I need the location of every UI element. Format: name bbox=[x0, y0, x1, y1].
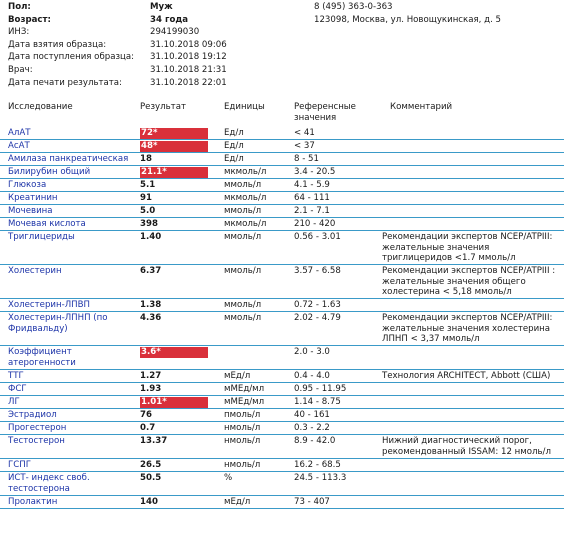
test-name: Прогестерон bbox=[8, 423, 67, 433]
unit-value: ммоль/л bbox=[224, 300, 262, 310]
table-row bbox=[0, 370, 564, 383]
reference-range: 8 - 51 bbox=[294, 154, 319, 164]
col-header-comments: Комментарий bbox=[390, 102, 453, 112]
reference-range: 0.72 - 1.63 bbox=[294, 300, 341, 310]
reference-range: 0.95 - 11.95 bbox=[294, 384, 347, 394]
test-name: Коэффициент атерогенности bbox=[8, 347, 76, 368]
unit-value: Ед/л bbox=[224, 128, 244, 138]
test-name: Билирубин общий bbox=[8, 167, 91, 177]
test-name: Пролактин bbox=[8, 497, 58, 507]
test-name: Креатинин bbox=[8, 193, 58, 203]
test-name: ФСГ bbox=[8, 384, 27, 394]
result-value: 91 bbox=[140, 193, 152, 203]
result-value: 1.40 bbox=[140, 232, 162, 242]
table-row bbox=[0, 346, 564, 370]
reference-range: 73 - 407 bbox=[294, 497, 330, 507]
reference-range: 64 - 111 bbox=[294, 193, 330, 203]
table-row bbox=[0, 205, 564, 218]
test-name: ЛГ bbox=[8, 397, 20, 407]
reference-range: 0.3 - 2.2 bbox=[294, 423, 330, 433]
header-label: Дата печати результата: bbox=[8, 77, 122, 88]
reference-range: 0.4 - 4.0 bbox=[294, 371, 330, 381]
table-row bbox=[0, 312, 564, 346]
table-row bbox=[0, 231, 564, 265]
result-value: 140 bbox=[140, 497, 158, 507]
unit-value: нмоль/л bbox=[224, 460, 261, 470]
col-header-test: Исследование bbox=[8, 102, 73, 112]
test-name: Глюкоза bbox=[8, 180, 47, 190]
table-row bbox=[0, 265, 564, 299]
table-row bbox=[0, 179, 564, 192]
unit-value: нмоль/л bbox=[224, 423, 261, 433]
result-value: 13.37 bbox=[140, 436, 168, 446]
table-row bbox=[0, 383, 564, 396]
reference-range: 3.57 - 6.58 bbox=[294, 266, 341, 276]
table-row bbox=[0, 299, 564, 312]
comment-text: Технология ARCHITECT, Abbott (США) bbox=[382, 371, 551, 381]
header-value: 31.10.2018 21:31 bbox=[150, 64, 227, 75]
header-label: Пол: bbox=[8, 2, 31, 12]
result-value-flagged: 3.6* bbox=[140, 347, 208, 358]
col-header-reference: Референсные значения bbox=[294, 102, 356, 123]
test-name: ГСПГ bbox=[8, 460, 31, 470]
col-header-result: Результат bbox=[140, 102, 186, 112]
table-row bbox=[0, 435, 564, 459]
reference-range: 210 - 420 bbox=[294, 219, 336, 229]
result-value: 6.37 bbox=[140, 266, 162, 276]
col-header-units: Единицы bbox=[224, 102, 265, 112]
reference-range: 2.1 - 7.1 bbox=[294, 206, 330, 216]
result-value: 1.38 bbox=[140, 300, 162, 310]
unit-value: пмоль/л bbox=[224, 410, 261, 420]
reference-range: 16.2 - 68.5 bbox=[294, 460, 341, 470]
unit-value: мкмоль/л bbox=[224, 167, 267, 177]
lab-address: 123098, Москва, ул. Новощукинская, д. 5 bbox=[314, 14, 501, 25]
header-row bbox=[8, 26, 558, 39]
table-row bbox=[0, 166, 564, 179]
header-row bbox=[8, 51, 558, 64]
result-value-flagged: 1.01* bbox=[140, 397, 208, 408]
test-name: Холестерин-ЛПНП (по Фридвальду) bbox=[8, 313, 108, 334]
reference-range: 2.02 - 4.79 bbox=[294, 313, 341, 323]
unit-value: ммоль/л bbox=[224, 266, 262, 276]
unit-value: Ед/л bbox=[224, 141, 244, 151]
header-row bbox=[8, 64, 558, 77]
table-row bbox=[0, 459, 564, 472]
header-value: 31.10.2018 09:06 bbox=[150, 39, 227, 50]
lab-phone: 8 (495) 363-0-363 bbox=[314, 2, 393, 12]
header-label: Врач: bbox=[8, 64, 33, 75]
header-value: 31.10.2018 19:12 bbox=[150, 52, 227, 63]
table-row bbox=[0, 422, 564, 435]
result-value: 18 bbox=[140, 154, 152, 164]
header-label: Дата взятия образца: bbox=[8, 39, 107, 50]
result-value-flagged: 72* bbox=[140, 128, 208, 139]
header-label: Возраст: bbox=[8, 14, 51, 25]
unit-value: нмоль/л bbox=[224, 436, 261, 446]
reference-range: 2.0 - 3.0 bbox=[294, 347, 330, 357]
unit-value: мкмоль/л bbox=[224, 193, 267, 203]
test-name: АсАТ bbox=[8, 141, 30, 151]
unit-value: мкмоль/л bbox=[224, 219, 267, 229]
reference-range: 40 - 161 bbox=[294, 410, 330, 420]
header-row bbox=[8, 39, 558, 52]
table-row bbox=[0, 192, 564, 205]
unit-value: ммоль/л bbox=[224, 313, 262, 323]
test-name: Мочевая кислота bbox=[8, 219, 86, 229]
results-table bbox=[0, 127, 564, 509]
unit-value: Ед/л bbox=[224, 154, 244, 164]
result-value: 50.5 bbox=[140, 473, 162, 483]
result-value-flagged: 48* bbox=[140, 141, 208, 152]
reference-range: 8.9 - 42.0 bbox=[294, 436, 336, 446]
header-label: ИНЗ: bbox=[8, 27, 30, 38]
reference-range: 1.14 - 8.75 bbox=[294, 397, 341, 407]
comment-text: Рекомендации экспертов NCEP/ATPIII: желательные значения холестерина ЛПНП < 3,37 ммоль/л bbox=[382, 313, 553, 344]
reference-range: 0.56 - 3.01 bbox=[294, 232, 341, 242]
table-column-headers bbox=[0, 101, 564, 127]
header-row bbox=[8, 1, 558, 14]
header-row bbox=[8, 77, 558, 90]
header-label: Дата поступления образца: bbox=[8, 52, 135, 63]
reference-range: 3.4 - 20.5 bbox=[294, 167, 336, 177]
header-value: Муж bbox=[150, 2, 173, 12]
table-row bbox=[0, 140, 564, 153]
table-row bbox=[0, 396, 564, 409]
unit-value: мЕд/л bbox=[224, 497, 251, 507]
test-name: ИСТ- индекс своб. тестостерона bbox=[8, 473, 90, 494]
test-name: Холестерин-ЛПВП bbox=[8, 300, 90, 310]
unit-value: % bbox=[224, 473, 233, 483]
reference-range: < 41 bbox=[294, 128, 315, 138]
unit-value: ммоль/л bbox=[224, 206, 262, 216]
result-value: 5.1 bbox=[140, 180, 156, 190]
test-name: АлАТ bbox=[8, 128, 31, 138]
reference-range: 4.1 - 5.9 bbox=[294, 180, 330, 190]
header-value: 294199030 bbox=[150, 27, 200, 38]
result-value: 4.36 bbox=[140, 313, 162, 323]
test-name: Мочевина bbox=[8, 206, 53, 216]
table-row bbox=[0, 218, 564, 231]
unit-value: мМЕд/мл bbox=[224, 397, 265, 407]
table-row bbox=[0, 127, 564, 140]
unit-value: ммоль/л bbox=[224, 180, 262, 190]
unit-value: мЕд/л bbox=[224, 371, 251, 381]
test-name: Триглицериды bbox=[8, 232, 75, 242]
reference-range: < 37 bbox=[294, 141, 315, 151]
patient-header bbox=[8, 1, 558, 89]
result-value: 5.0 bbox=[140, 206, 156, 216]
result-value: 1.27 bbox=[140, 371, 162, 381]
comment-text: Нижний диагностический порог, рекомендованный ISSAM: 12 нмоль/л bbox=[382, 436, 551, 457]
header-row bbox=[8, 14, 558, 27]
unit-value: ммоль/л bbox=[224, 232, 262, 242]
table-row bbox=[0, 153, 564, 166]
test-name: ТТГ bbox=[8, 371, 24, 381]
comment-text: Рекомендации экспертов NCEP/ATPIII : желательные значения общего холестерина < 5,18 ммоль/л bbox=[382, 266, 556, 297]
unit-value: мМЕд/мл bbox=[224, 384, 265, 394]
test-name: Тестостерон bbox=[8, 436, 65, 446]
result-value: 26.5 bbox=[140, 460, 162, 470]
result-value: 76 bbox=[140, 410, 152, 420]
reference-range: 24.5 - 113.3 bbox=[294, 473, 347, 483]
result-value: 0.7 bbox=[140, 423, 156, 433]
comment-text: Рекомендации экспертов NCEP/ATPIII: желательные значения триглицеридов <1.7 ммоль/л bbox=[382, 232, 553, 263]
table-row bbox=[0, 496, 564, 509]
header-value: 31.10.2018 22:01 bbox=[150, 77, 227, 88]
test-name: Холестерин bbox=[8, 266, 62, 276]
header-value: 34 года bbox=[150, 14, 189, 25]
result-value: 1.93 bbox=[140, 384, 162, 394]
table-row bbox=[0, 472, 564, 496]
result-value-flagged: 21.1* bbox=[140, 167, 208, 178]
result-value: 398 bbox=[140, 219, 158, 229]
table-row bbox=[0, 409, 564, 422]
test-name: Амилаза панкреатическая bbox=[8, 154, 129, 164]
test-name: Эстрадиол bbox=[8, 410, 57, 420]
